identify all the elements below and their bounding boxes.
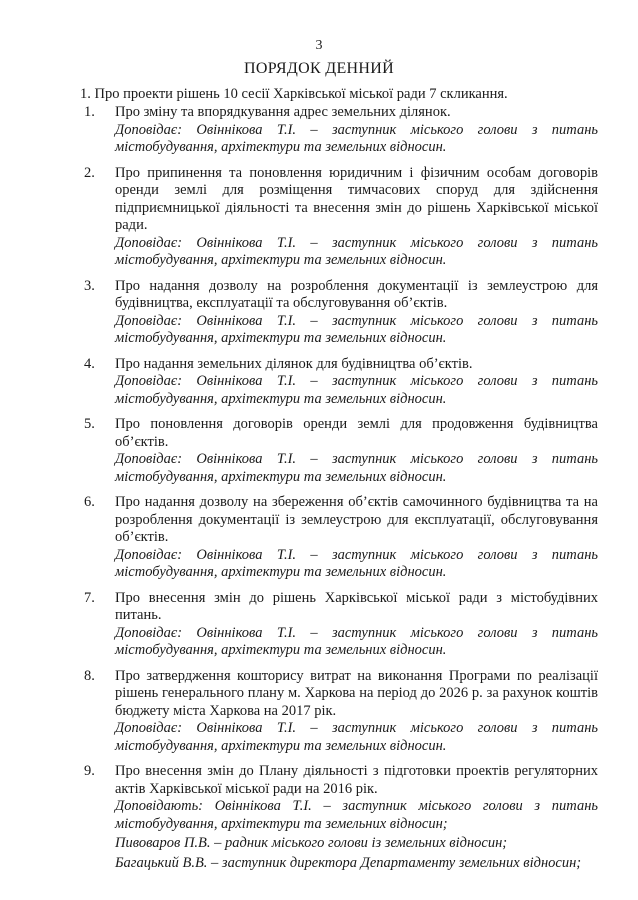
agenda-item-number: 1.	[84, 104, 95, 120]
agenda-item-title: Про внесення змін до рішень Харківської міської ради з містобудівних питань.	[115, 589, 598, 623]
agenda-item	[80, 668, 598, 756]
agenda-item-title: Про надання дозволу на збереження об’єктів самочинного будівництва та на розроблення документації із землеустрою для експлуатації, обслуговування об’єктів.	[115, 494, 598, 545]
agenda-item-speaker: Доповідає: Овіннікова Т.І. – заступник міського голови з питань містобудування, архітектури та земельних відносин.	[115, 373, 598, 407]
agenda-item-speaker: Доповідає: Овіннікова Т.І. – заступник міського голови з питань містобудування, архітектури та земельних відносин.	[115, 624, 598, 658]
agenda-item-title: Про внесення змін до Плану діяльності з підготовки проектів регуляторних актів Харківської міської ради на 2016 рік.	[115, 763, 598, 797]
agenda-item-number: 3.	[84, 277, 95, 294]
agenda-item	[80, 356, 598, 409]
agenda-item-number: 7.	[84, 589, 95, 606]
agenda-item-number: 6.	[84, 494, 95, 510]
agenda-item-number: 5.	[84, 416, 95, 432]
agenda-item-title: Про зміну та впорядкування адрес земельних ділянок.	[115, 104, 451, 120]
agenda-item	[80, 104, 598, 157]
agenda-item-number: 8.	[84, 667, 95, 684]
agenda-item-speaker: Доповідає: Овіннікова Т.І. – заступник міського голови з питань містобудування, архітектури та земельних відносин.	[115, 720, 598, 754]
agenda-title: ПОРЯДОК ДЕННИЙ	[244, 60, 394, 77]
agenda-item-title: Про припинення та поновлення юридичним і фізичним особам договорів оренди землі для розміщення тимчасових споруд для здійснення підприємницької діяльності та внесення змін до рішень Харківської міської ради.	[115, 164, 598, 233]
agenda-item-number: 4.	[84, 355, 95, 372]
agenda-item-speaker: Доповідає: Овіннікова Т.І. – заступник міського голови з питань містобудування, архітектури та земельних відносин.	[115, 312, 598, 346]
agenda-item-title: Про поновлення договорів оренди землі для продовження будівництва об’єктів.	[115, 416, 598, 450]
agenda-item-speaker: Доповідають: Овіннікова Т.І. – заступник міського голови з питань містобудування, архітектури та земельних відносин;	[115, 798, 598, 832]
agenda-item	[80, 590, 598, 660]
agenda-item-number: 9.	[84, 763, 95, 779]
agenda-item	[80, 165, 598, 270]
page-number: 3	[315, 38, 323, 53]
agenda-item-number: 2.	[84, 164, 95, 181]
agenda-items	[80, 104, 598, 880]
agenda-item	[80, 763, 598, 872]
agenda-item-speaker: Багацький В.В. – заступник директора Департаменту земельних відносин;	[115, 854, 582, 871]
agenda-item	[80, 494, 598, 582]
agenda-item-speaker: Доповідає: Овіннікова Т.І. – заступник міського голови з питань містобудування, архітектури та земельних відносин.	[115, 546, 598, 580]
agenda-item-speaker: Доповідає: Овіннікова Т.І. – заступник міського голови з питань містобудування, архітектури та земельних відносин.	[115, 451, 598, 485]
agenda-item-title: Про надання земельних ділянок для будівництва об’єктів.	[115, 355, 473, 372]
agenda-item-title: Про надання дозволу на розроблення документації із землеустрою для будівництва, експлуатації та обслуговування об’єктів.	[115, 277, 598, 311]
agenda-item-speaker: Доповідає: Овіннікова Т.І. – заступник міського голови з питань містобудування, архітектури та земельних відносин.	[115, 234, 598, 268]
agenda-item	[80, 416, 598, 486]
section-heading: 1. Про проекти рішень 10 сесії Харківської міської ради 7 скликання.	[80, 86, 508, 102]
agenda-item-speaker: Пивоваров П.В. – радник міського голови із земельних відносин;	[115, 835, 508, 851]
agenda-item	[80, 278, 598, 348]
agenda-item-speaker: Доповідає: Овіннікова Т.І. – заступник міського голови з питань містобудування, архітектури та земельних відносин.	[115, 121, 598, 155]
agenda-item-title: Про затвердження кошторису витрат на виконання Програми по реалізації рішень генерального плану м. Харкова на період до 2026 р. за рахунок коштів бюджету міста Харкова на 2017 рік.	[115, 667, 598, 719]
